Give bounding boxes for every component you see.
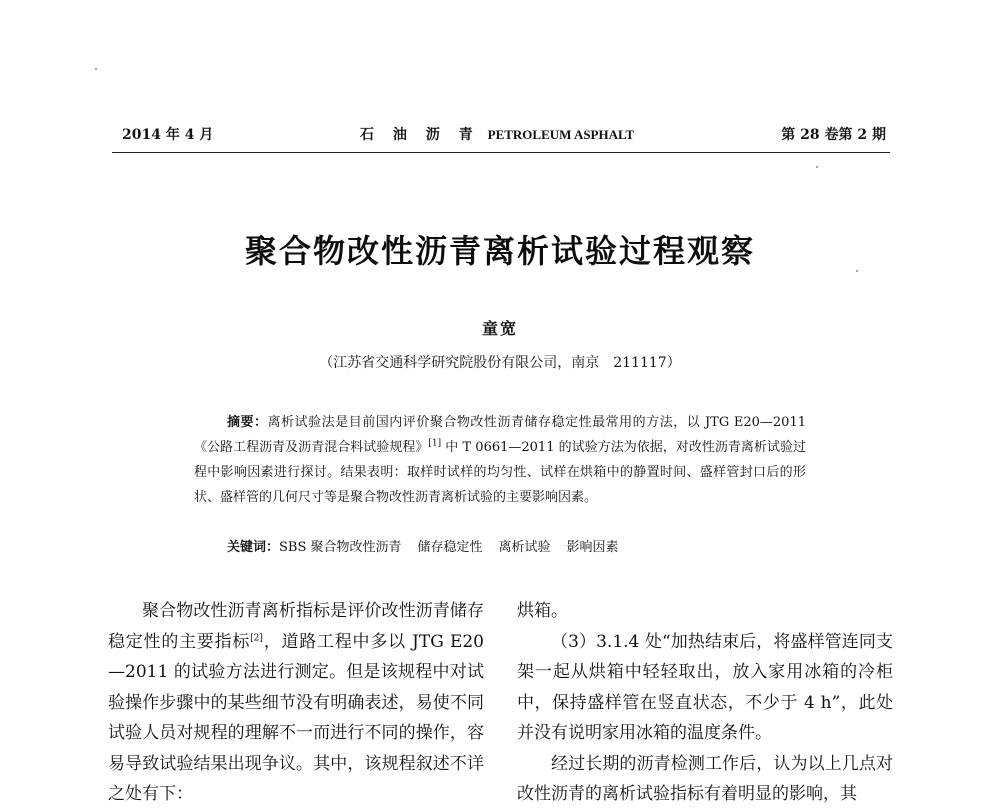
keywords-label: 关键词： — [227, 540, 280, 555]
scan-speck — [856, 270, 858, 272]
abstract — [194, 410, 806, 510]
journal-name-en: PETROLEUM ASPHALT — [487, 127, 635, 142]
journal-name-cn: 石 油 沥 青 — [360, 127, 480, 143]
body-column-right — [517, 596, 893, 810]
abstract-text-b: 中 T 0661—2011 的试验方法为依据，对改性沥青离析试验过程中影响因素进行探讨。结果表明：取样时试样的均匀性、试样在烘箱中的静置时间、盛样管封口后的形状、盛样管的几何尺寸等是聚合物改性沥青离析试验的主要影响因素。 — [194, 440, 806, 505]
author-affiliation: （江苏省交通科学研究院股份有限公司，南京 211117） — [319, 355, 681, 371]
body-paragraph: 经过长期的沥青检测工作后，认为以上几点对改性沥青的离析试验指标有着明显的影响，其 — [517, 753, 893, 804]
body-column-left — [108, 596, 484, 810]
abstract-text-a: 离析试验法是目前国内评价聚合物改性沥青储存稳定性最常用的方法，以 JTG E20—2011《公路工程沥青及沥青混合料试验规程》 — [194, 415, 806, 455]
volume-issue: 第 28 卷第 2 期 — [781, 127, 886, 143]
body-citation: [2] — [250, 632, 263, 643]
scan-speck — [816, 166, 818, 168]
abstract-label: 摘要： — [227, 415, 268, 430]
running-header — [112, 124, 890, 153]
article-title: 聚合物改性沥青离析试验过程观察 — [244, 232, 755, 270]
keyword-item: 储存稳定性 — [417, 540, 483, 555]
body-paragraph: 烘箱。 — [517, 601, 568, 621]
issue-date: 2014 年 4 月 — [122, 127, 214, 143]
abstract-citation: [1] — [428, 438, 442, 449]
scan-speck — [95, 68, 97, 70]
body-text-segment: ，道路工程中多以 JTG E20—2011 的试验方法进行测定。但是该规程中对试验操作步骤中的某些细节没有明确表述，易使不同试验人员对规程的理解不一而进行不同的操作，容易导致试验结果出现争议。其中，该规程叙述不详之处有下： — [108, 631, 484, 804]
body-text-segment: 聚合物改性沥青离析指标是评价改性沥青储存稳定性的主要指标 — [108, 601, 484, 652]
author-name: 童宽 — [481, 319, 518, 338]
keyword-item: SBS 聚合物改性沥青 — [279, 540, 402, 555]
body-paragraph: （3）3.1.4 处“加热结束后，将盛样管连同支架一起从烘箱中轻轻取出，放入家用冰箱的冷柜中，保持盛样管在竖直状态，不少于 4 h”，此处并没有说明家用冰箱的温度条件。 — [517, 631, 893, 743]
keyword-item: 离析试验 — [498, 540, 551, 555]
body-paragraph — [108, 596, 484, 810]
keyword-item: 影响因素 — [566, 540, 619, 555]
keywords — [227, 536, 635, 555]
journal-name — [360, 124, 634, 144]
